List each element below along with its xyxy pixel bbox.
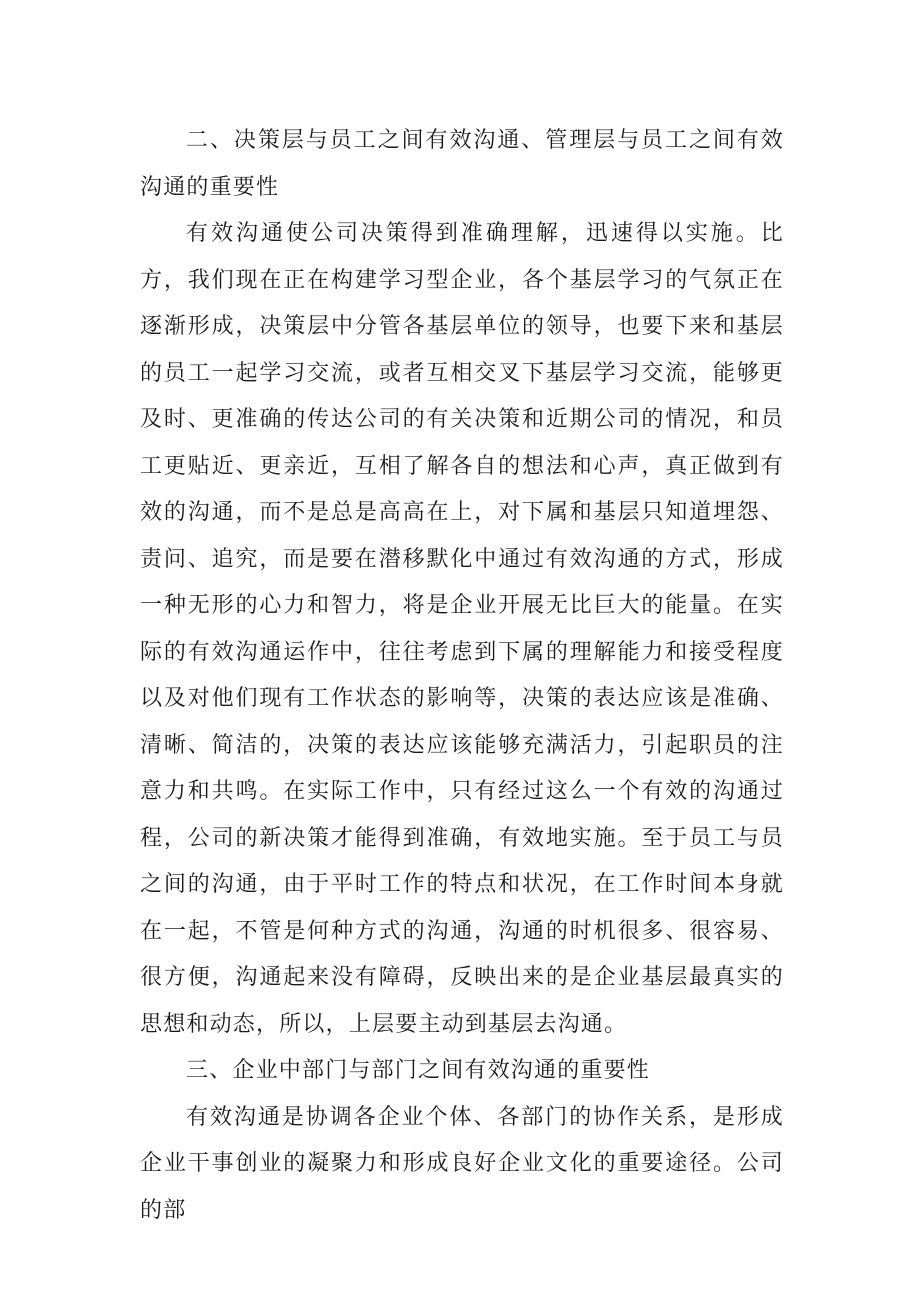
body-paragraph-2: 有效沟通是协调各企业个体、各部门的协作关系，是形成企业干事创业的凝聚力和形成良好企业文化的重要途径。公司的部 <box>140 1104 784 1223</box>
document-page <box>140 118 784 1234</box>
body-paragraph-1: 有效沟通使公司决策得到准确理解，迅速得以实施。比方，我们现在正在构建学习型企业，各个基层学习的气氛正在逐渐形成，决策层中分管各基层单位的领导，也要下来和基层的员工一起学习交流，或者互相交叉下基层学习交流，能够更及时、更准确的传达公司的有关决策和近期公司的情况，和员工更贴近、更亲近，互相了解各自的想法和心声，真正做到有效的沟通，而不是总是高高在上，对下属和基层只知道埋怨、责问、追究，而是要在潜移默化中通过有效沟通的方式，形成一种无形的心力和智力，将是企业开展无比巨大的能量。在实际的有效沟通运作中，往往考虑到下属的理解能力和接受程度以及对他们现有工作状态的影响等，决策的表达应该是准确、清晰、简洁的，决策的表达应该能够充满活力，引起职员的注意力和共鸣。在实际工作中，只有经过这么一个有效的沟通过程，公司的新决策才能得到准确，有效地实施。至于员工与员之间的沟通，由于平时工作的特点和状况，在工作时间本身就在一起，不管是何种方式的沟通，沟通的时机很多、很容易、很方便，沟通起来没有障碍，反映出来的是企业基层最真实的思想和动态，所以，上层要主动到基层去沟通。 <box>140 221 784 1037</box>
section-heading-3: 三、企业中部门与部门之间有效沟通的重要性 <box>186 1058 651 1083</box>
section-heading-2: 二、决策层与员工之间有效沟通、管理层与员工之间有效沟通的重要性 <box>140 128 784 200</box>
